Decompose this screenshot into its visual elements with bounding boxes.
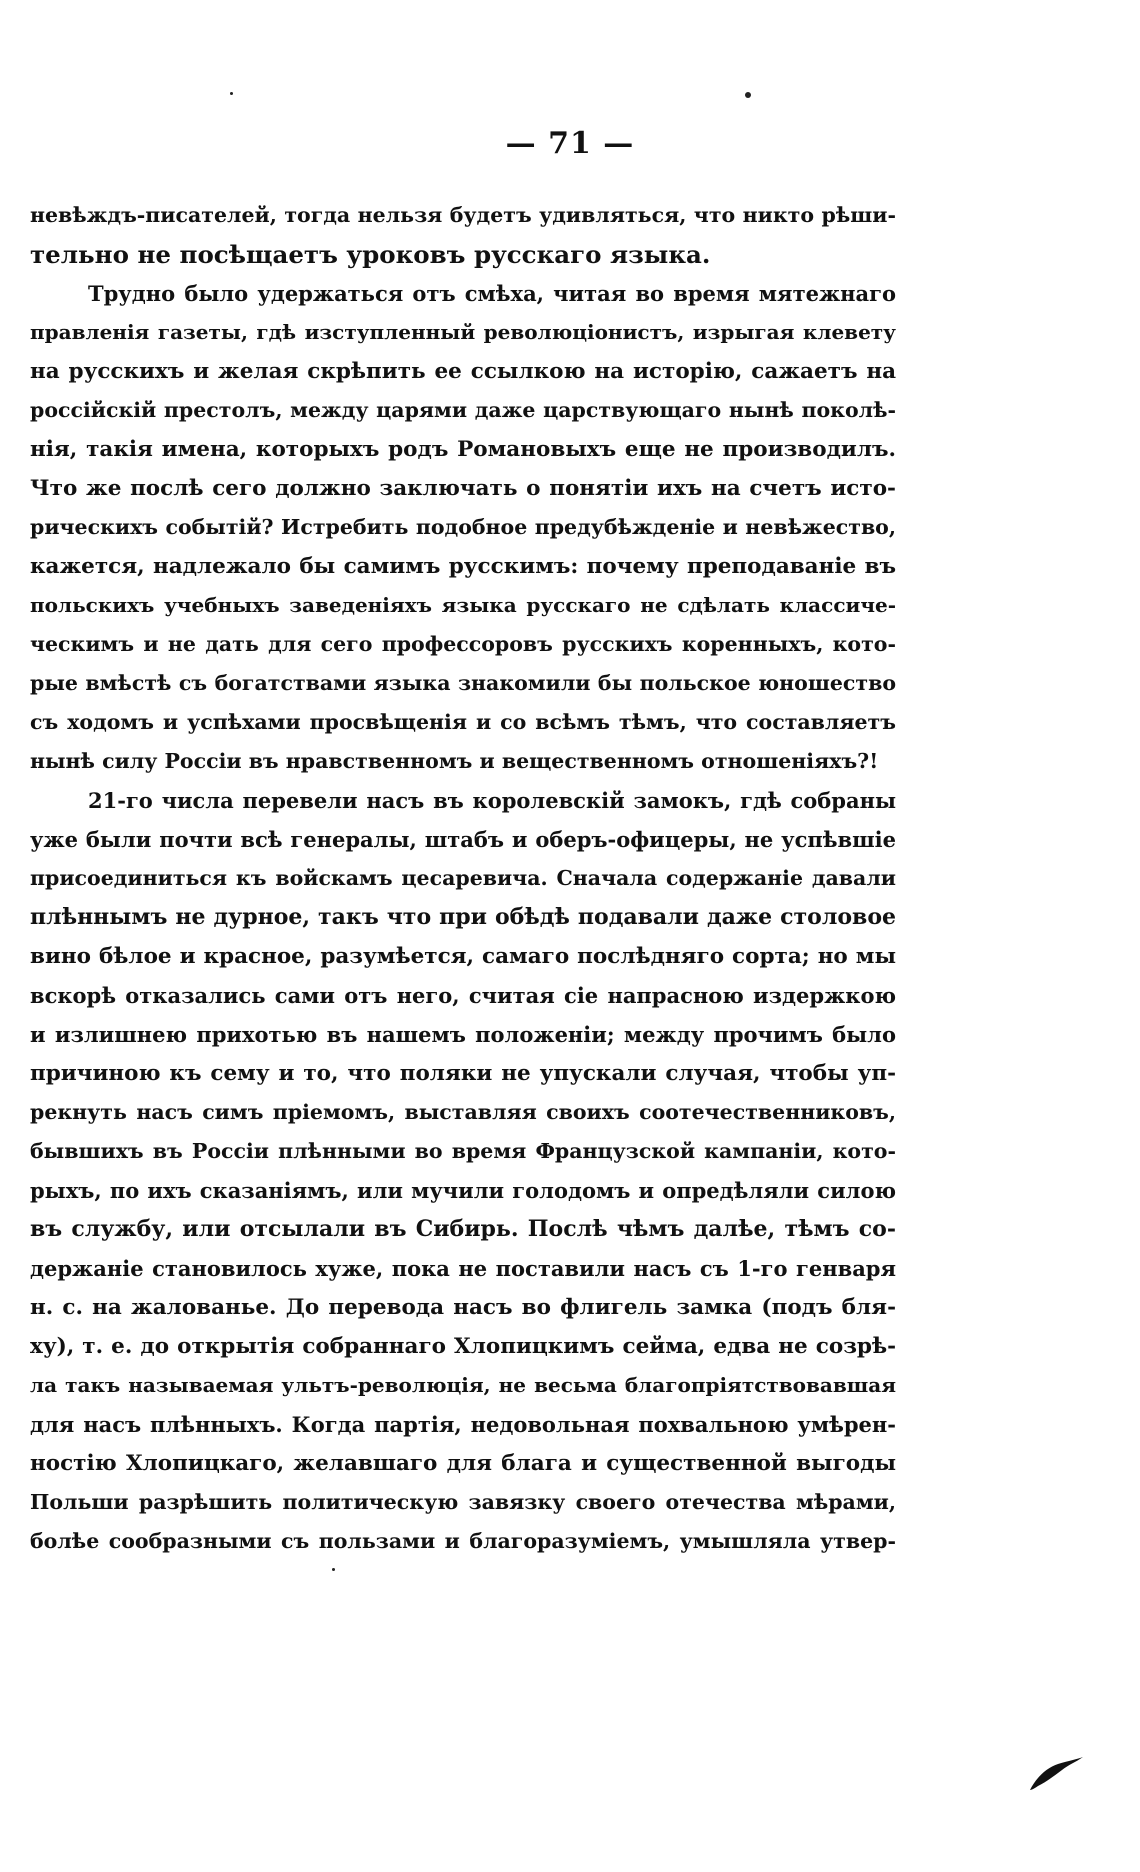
text-line: бывшихъ въ Россіи плѣнными во время Французской кампаніи, кото- <box>30 1139 896 1163</box>
print-speck <box>332 1568 335 1571</box>
text-line: въ службу, или отсылали въ Сибирь. Послѣ чѣмъ далѣе, тѣмъ со- <box>30 1216 896 1242</box>
text-line: ческимъ и не дать для сего профессоровъ русскихъ коренныхъ, кото- <box>30 632 896 656</box>
text-line: ху), т. е. до открытія собраннаго Хлопицкимъ сейма, едва не созрѣ- <box>30 1334 896 1359</box>
text-line: рическихъ событій? Истребить подобное предубѣжденіе и невѣжество, <box>30 515 896 539</box>
text-line: рыхъ, по ихъ сказаніямъ, или мучили голодомъ и опредѣляли силою <box>30 1178 896 1203</box>
text-line: болѣе сообразными съ пользами и благоразуміемъ, умышляла утвер- <box>30 1529 896 1553</box>
text-line: вскорѣ отказались сами отъ него, считая сіе напрасною издержкою <box>30 983 896 1008</box>
print-speck <box>230 92 233 95</box>
text-line: уже были почти всѣ генералы, штабъ и оберъ-офицеры, не успѣвшіе <box>30 827 896 852</box>
print-speck <box>745 92 751 98</box>
text-line: держаніе становилось хуже, пока не поставили насъ съ 1-го генваря <box>30 1256 896 1281</box>
text-line: рекнуть насъ симъ пріемомъ, выставляя своихъ соотечественниковъ, <box>30 1100 896 1124</box>
text-line: нынѣ силу Россіи въ нравственномъ и вещественномъ отношеніяхъ?! <box>30 749 879 773</box>
text-line: правленія газеты, гдѣ изступленный революціонистъ, изрыгая клевету <box>30 320 896 344</box>
text-line: съ ходомъ и успѣхами просвѣщенія и со всѣмъ тѣмъ, что составляетъ <box>30 710 896 734</box>
text-line: ла такъ называемая ультъ-революція, не весьма благопріятствовавшая <box>30 1373 896 1397</box>
ink-blot-mark <box>1028 1756 1084 1792</box>
text-line: на русскихъ и желая скрѣпить ее ссылкою на исторію, сажаетъ на <box>30 359 896 384</box>
text-line: вино бѣлое и красное, разумѣется, самаго послѣдняго сорта; но мы <box>30 944 896 969</box>
text-line: ностію Хлопицкаго, желавшаго для блага и существенной выгоды <box>30 1451 896 1476</box>
text-line: нія, такія имена, которыхъ родъ Романовыхъ еще не производилъ. <box>30 437 896 462</box>
text-line: и излишнею прихотью въ нашемъ положеніи; между прочимъ было <box>30 1022 896 1047</box>
text-line: польскихъ учебныхъ заведеніяхъ языка русскаго не сдѣлать классиче- <box>30 593 896 617</box>
text-line: 21-го числа перевели насъ въ королевскій замокъ, гдѣ собраны <box>88 788 896 813</box>
text-line: для насъ плѣнныхъ. Когда партія, недовольная похвальною умѣрен- <box>30 1412 896 1437</box>
text-line: плѣннымъ не дурное, такъ что при обѣдѣ подавали даже столовое <box>30 904 896 930</box>
page-number: — 71 — <box>505 126 635 161</box>
text-line: Польши разрѣшить политическую завязку своего отечества мѣрами, <box>30 1490 896 1514</box>
text-line: Трудно было удержаться отъ смѣха, читая во время мятежнаго <box>88 281 896 306</box>
text-line: россійскій престолъ, между царями даже царствующаго нынѣ поколѣ- <box>30 398 896 422</box>
text-line: тельно не посѣщаетъ уроковъ русскаго языка. <box>30 240 711 269</box>
text-line: н. с. на жалованье. До перевода насъ во флигель замка (подъ бля- <box>30 1295 896 1320</box>
body-text <box>30 196 896 1561</box>
text-line: Что же послѣ сего должно заключать о понятіи ихъ на счетъ исто- <box>30 476 896 501</box>
text-line: невѣждъ-писателей, тогда нельзя будетъ удивляться, что никто рѣши- <box>30 203 896 227</box>
text-line: кажется, надлежало бы самимъ русскимъ: почему преподаваніе въ <box>30 554 896 579</box>
text-line: рые вмѣстѣ съ богатствами языка знакомили бы польское юношество <box>30 671 896 695</box>
text-line: причиною къ сему и то, что поляки не упускали случая, чтобы уп- <box>30 1061 896 1086</box>
text-line: присоединиться къ войскамъ цесаревича. Сначала содержаніе давали <box>30 866 896 890</box>
